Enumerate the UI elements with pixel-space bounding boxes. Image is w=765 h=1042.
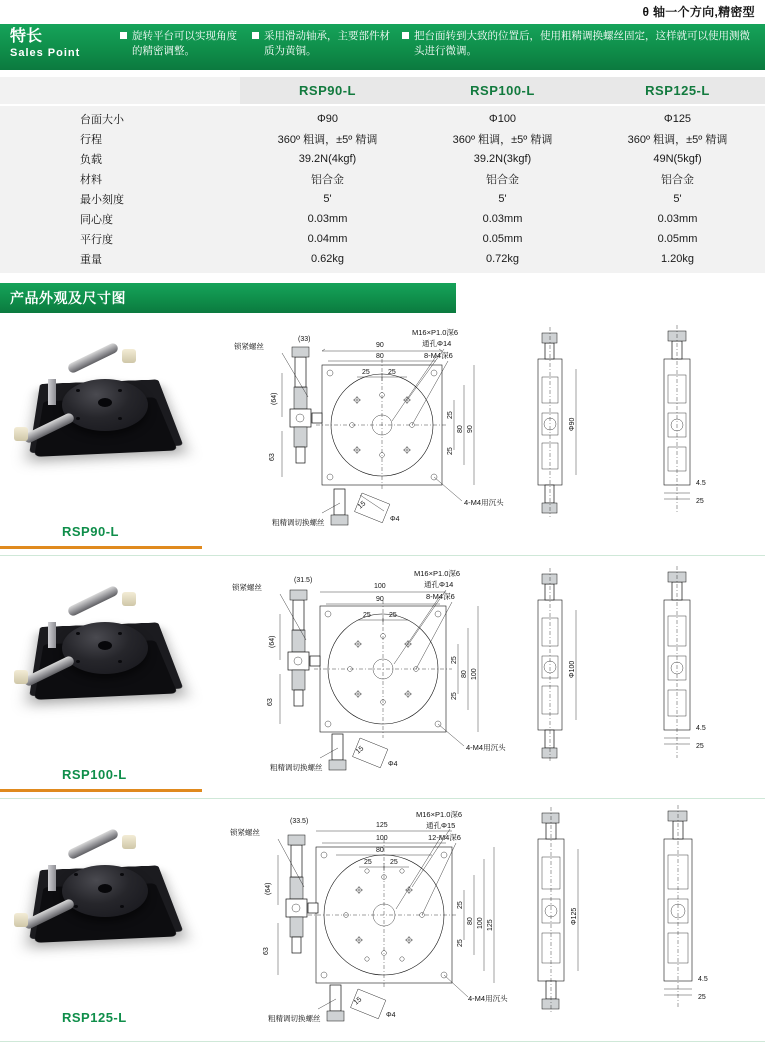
cell-value: Φ100 [415, 105, 590, 129]
table-row [0, 209, 765, 229]
dim-width-inner2: 80 [376, 847, 384, 854]
rotary-disc [62, 379, 148, 431]
product-photo-rsp125l [14, 817, 200, 967]
dim-left-63: 63 [263, 947, 270, 955]
product-photo-cell-3 [0, 799, 212, 1041]
dim-right-25a: 25 [457, 901, 464, 909]
note-m4: 8-M4深6 [424, 351, 453, 360]
product-photo-cell-2 [0, 556, 212, 798]
micrometer-knob-lower [14, 913, 28, 927]
cell-value: 铝合金 [415, 169, 590, 189]
dim-width-inner: 90 [376, 596, 384, 603]
row-label: 同心度 [0, 209, 240, 229]
dim-width-inner: 100 [376, 835, 388, 842]
sales-point-items [120, 24, 765, 70]
dim-right-25b: 25 [457, 939, 464, 947]
product-caption-2: RSP100-L [62, 767, 127, 782]
note-sink: 4-M4用沉头 [466, 743, 506, 752]
note-hole: 通孔Φ15 [426, 821, 456, 830]
dim-right-25a: 25 [447, 411, 454, 419]
dim-side-45: 4.5 [698, 976, 708, 983]
cell-value: 铝合金 [240, 169, 415, 189]
mount-hole [76, 417, 80, 420]
table-row [0, 149, 765, 169]
specification-table [0, 77, 765, 273]
sales-point-title-en: Sales Point [10, 46, 81, 59]
dim-phi4: Φ4 [388, 761, 398, 768]
product-photo-cell-1 [0, 313, 212, 555]
note-thread: M16×P1.0深6 [412, 328, 459, 337]
sales-point-item-2-text: 采用滑动轴承，主要部件材质为黄铜。 [264, 30, 390, 58]
product-photo-rsp100l [14, 574, 200, 724]
row-label: 行程 [0, 129, 240, 149]
dim-quarter-a: 25 [364, 859, 372, 866]
micrometer-knob-upper [122, 349, 136, 363]
cell-value: 49N(5kgf) [590, 149, 765, 169]
page-title: θ 轴一个方向,精密型 [642, 5, 755, 19]
dim-left-64: (64) [271, 392, 278, 405]
row-label: 台面大小 [0, 105, 240, 129]
row-label: 负载 [0, 149, 240, 169]
label-coarse-fine: 粗精调切换螺丝 [272, 518, 325, 527]
caption-underline [0, 546, 202, 549]
cell-value: Φ125 [590, 105, 765, 129]
label-lock-screw: 锁紧螺丝 [230, 828, 260, 837]
mount-hole [76, 660, 80, 663]
mount-hole [118, 417, 122, 420]
product-row-rsp90l [0, 313, 765, 556]
rotary-disc [62, 622, 148, 674]
product-photo-rsp90l [14, 331, 200, 481]
dim-offset: (33.5) [290, 818, 309, 825]
dim-right-80: 80 [461, 670, 468, 678]
product-row-rsp100l [0, 556, 765, 799]
sales-point-item-1 [120, 29, 252, 65]
micrometer-post [48, 865, 56, 891]
label-coarse-fine: 粗精调切换螺丝 [270, 763, 323, 772]
sales-point-title-cn: 特长 [10, 28, 43, 45]
micrometer-head-upper [67, 342, 120, 375]
dim-right-80: 80 [467, 917, 474, 925]
micrometer-head-upper [67, 828, 120, 861]
note-m4: 12-M4深6 [428, 833, 461, 842]
mount-hole [120, 905, 124, 908]
dim-side-45: 4.5 [696, 480, 706, 487]
table-row [0, 169, 765, 189]
micrometer-knob-lower [14, 427, 28, 441]
product-row-rsp125l [0, 799, 765, 1042]
cell-value: 360º 粗调，±5º 精调 [240, 129, 415, 149]
table-row [0, 129, 765, 149]
square-bullet-icon [252, 32, 259, 39]
cell-value: 0.05mm [415, 229, 590, 249]
dim-right-90: 90 [467, 425, 474, 433]
dim-phi4: Φ4 [386, 1012, 396, 1019]
dim-right-100: 100 [471, 668, 478, 680]
product-caption-1: RSP90-L [62, 524, 119, 539]
cell-value: 0.05mm [590, 229, 765, 249]
dim-offset: (31.5) [294, 577, 313, 584]
dim-side-dia: Φ90 [569, 417, 576, 431]
label-coarse-fine: 粗精调切换螺丝 [268, 1014, 321, 1023]
mount-hole [118, 632, 122, 635]
mount-hole [74, 905, 78, 908]
column-header-rsp125l: RSP125-L [590, 77, 765, 105]
caption-underline [0, 789, 202, 792]
dim-right-125: 125 [487, 919, 494, 931]
cell-value: 360º 粗调，±5º 精调 [415, 129, 590, 149]
dim-side-dia: Φ100 [569, 660, 576, 678]
dim-width-outer: 90 [376, 342, 384, 349]
cell-value: 0.62kg [240, 249, 415, 273]
dim-angle-15: 15 [352, 996, 364, 1007]
column-header-blank [0, 77, 240, 105]
cell-value: Φ90 [240, 105, 415, 129]
dim-quarter-b: 25 [388, 369, 396, 376]
micrometer-post [48, 379, 56, 405]
dim-side-dia: Φ125 [571, 907, 578, 925]
dim-left-64: (64) [265, 882, 272, 895]
cell-value: 0.03mm [415, 209, 590, 229]
dim-side-25: 25 [698, 994, 706, 1001]
section-title-band: 产品外观及尺寸图 [0, 283, 456, 313]
micrometer-head-upper [67, 585, 120, 618]
dim-side-45: 4.5 [696, 725, 706, 732]
note-sink: 4-M4用沉头 [464, 498, 504, 507]
mount-hole [74, 873, 78, 876]
cell-value: 0.03mm [590, 209, 765, 229]
micrometer-knob-lower [14, 670, 28, 684]
table-row [0, 229, 765, 249]
cell-value: 0.03mm [240, 209, 415, 229]
note-hole: 通孔Φ14 [422, 339, 452, 348]
drawing-cell-2 [212, 556, 765, 798]
cell-value: 39.2N(3kgf) [415, 149, 590, 169]
note-thread: M16×P1.0深6 [416, 810, 463, 819]
dim-angle-15: 15 [356, 500, 368, 511]
sales-point-item-2 [252, 29, 402, 65]
dimension-drawing-rsp125l [212, 799, 765, 1042]
row-label: 材料 [0, 169, 240, 189]
cell-value: 5' [415, 189, 590, 209]
square-bullet-icon [120, 32, 127, 39]
cell-value: 1.20kg [590, 249, 765, 273]
dim-quarter-b: 25 [389, 612, 397, 619]
column-header-rsp100l: RSP100-L [415, 77, 590, 105]
mount-hole [120, 873, 124, 876]
cell-value: 5' [590, 189, 765, 209]
mount-hole [76, 632, 80, 635]
dim-width-outer: 100 [374, 583, 386, 590]
dim-angle-15: 15 [354, 745, 366, 756]
micrometer-knob-upper [122, 835, 136, 849]
dim-side-25: 25 [696, 743, 704, 750]
table-row [0, 189, 765, 209]
dim-width-inner: 80 [376, 353, 384, 360]
cell-value: 0.72kg [415, 249, 590, 273]
micrometer-knob-upper [122, 592, 136, 606]
sales-point-item-1-text: 旋转平台可以实现角度的精密调整。 [132, 30, 237, 58]
dim-quarter-a: 25 [362, 369, 370, 376]
dim-width-outer: 125 [376, 822, 388, 829]
note-sink: 4-M4用沉头 [468, 994, 508, 1003]
square-bullet-icon [402, 32, 409, 39]
cell-value: 39.2N(4kgf) [240, 149, 415, 169]
row-label: 重量 [0, 249, 240, 273]
dim-right-100: 100 [477, 917, 484, 929]
mount-hole [118, 660, 122, 663]
mount-hole [76, 389, 80, 392]
dim-quarter-a: 25 [363, 612, 371, 619]
note-hole: 通孔Φ14 [424, 580, 454, 589]
dim-right-25a: 25 [451, 656, 458, 664]
sales-point-item-3-text: 把台面转到大致的位置后，使用粗精调换螺丝固定，这样就可以使用测微头进行微调。 [414, 30, 750, 58]
sales-point-item-3 [402, 29, 759, 65]
row-label: 平行度 [0, 229, 240, 249]
sales-point-title [0, 24, 120, 70]
dim-right-80: 80 [457, 425, 464, 433]
cell-value: 5' [240, 189, 415, 209]
cell-value: 0.04mm [240, 229, 415, 249]
dim-offset: (33) [298, 336, 311, 343]
row-label: 最小刻度 [0, 189, 240, 209]
note-thread: M16×P1.0深6 [414, 569, 461, 578]
dim-left-64: (64) [269, 635, 276, 648]
label-lock-screw: 锁紧螺丝 [234, 342, 264, 351]
dim-left-63: 63 [269, 453, 276, 461]
dim-phi4: Φ4 [390, 516, 400, 523]
label-lock-screw: 锁紧螺丝 [232, 583, 262, 592]
table-row [0, 105, 765, 129]
cell-value: 360º 粗调，±5º 精调 [590, 129, 765, 149]
column-header-rsp90l: RSP90-L [240, 77, 415, 105]
note-m4: 8-M4深6 [426, 592, 455, 601]
dim-right-25b: 25 [447, 447, 454, 455]
product-caption-3: RSP125-L [62, 1010, 127, 1025]
table-row [0, 249, 765, 273]
table-header-row [0, 77, 765, 105]
drawing-cell-1 [212, 313, 765, 555]
micrometer-post [48, 622, 56, 648]
dim-left-63: 63 [267, 698, 274, 706]
dim-right-25b: 25 [451, 692, 458, 700]
cell-value: 铝合金 [590, 169, 765, 189]
dim-side-25: 25 [696, 498, 704, 505]
drawing-cell-3 [212, 799, 765, 1041]
dim-quarter-b: 25 [390, 859, 398, 866]
mount-hole [118, 389, 122, 392]
dimension-drawing-rsp90l [212, 313, 765, 556]
dimension-drawing-rsp100l [212, 556, 765, 799]
sales-point-band [0, 24, 765, 70]
